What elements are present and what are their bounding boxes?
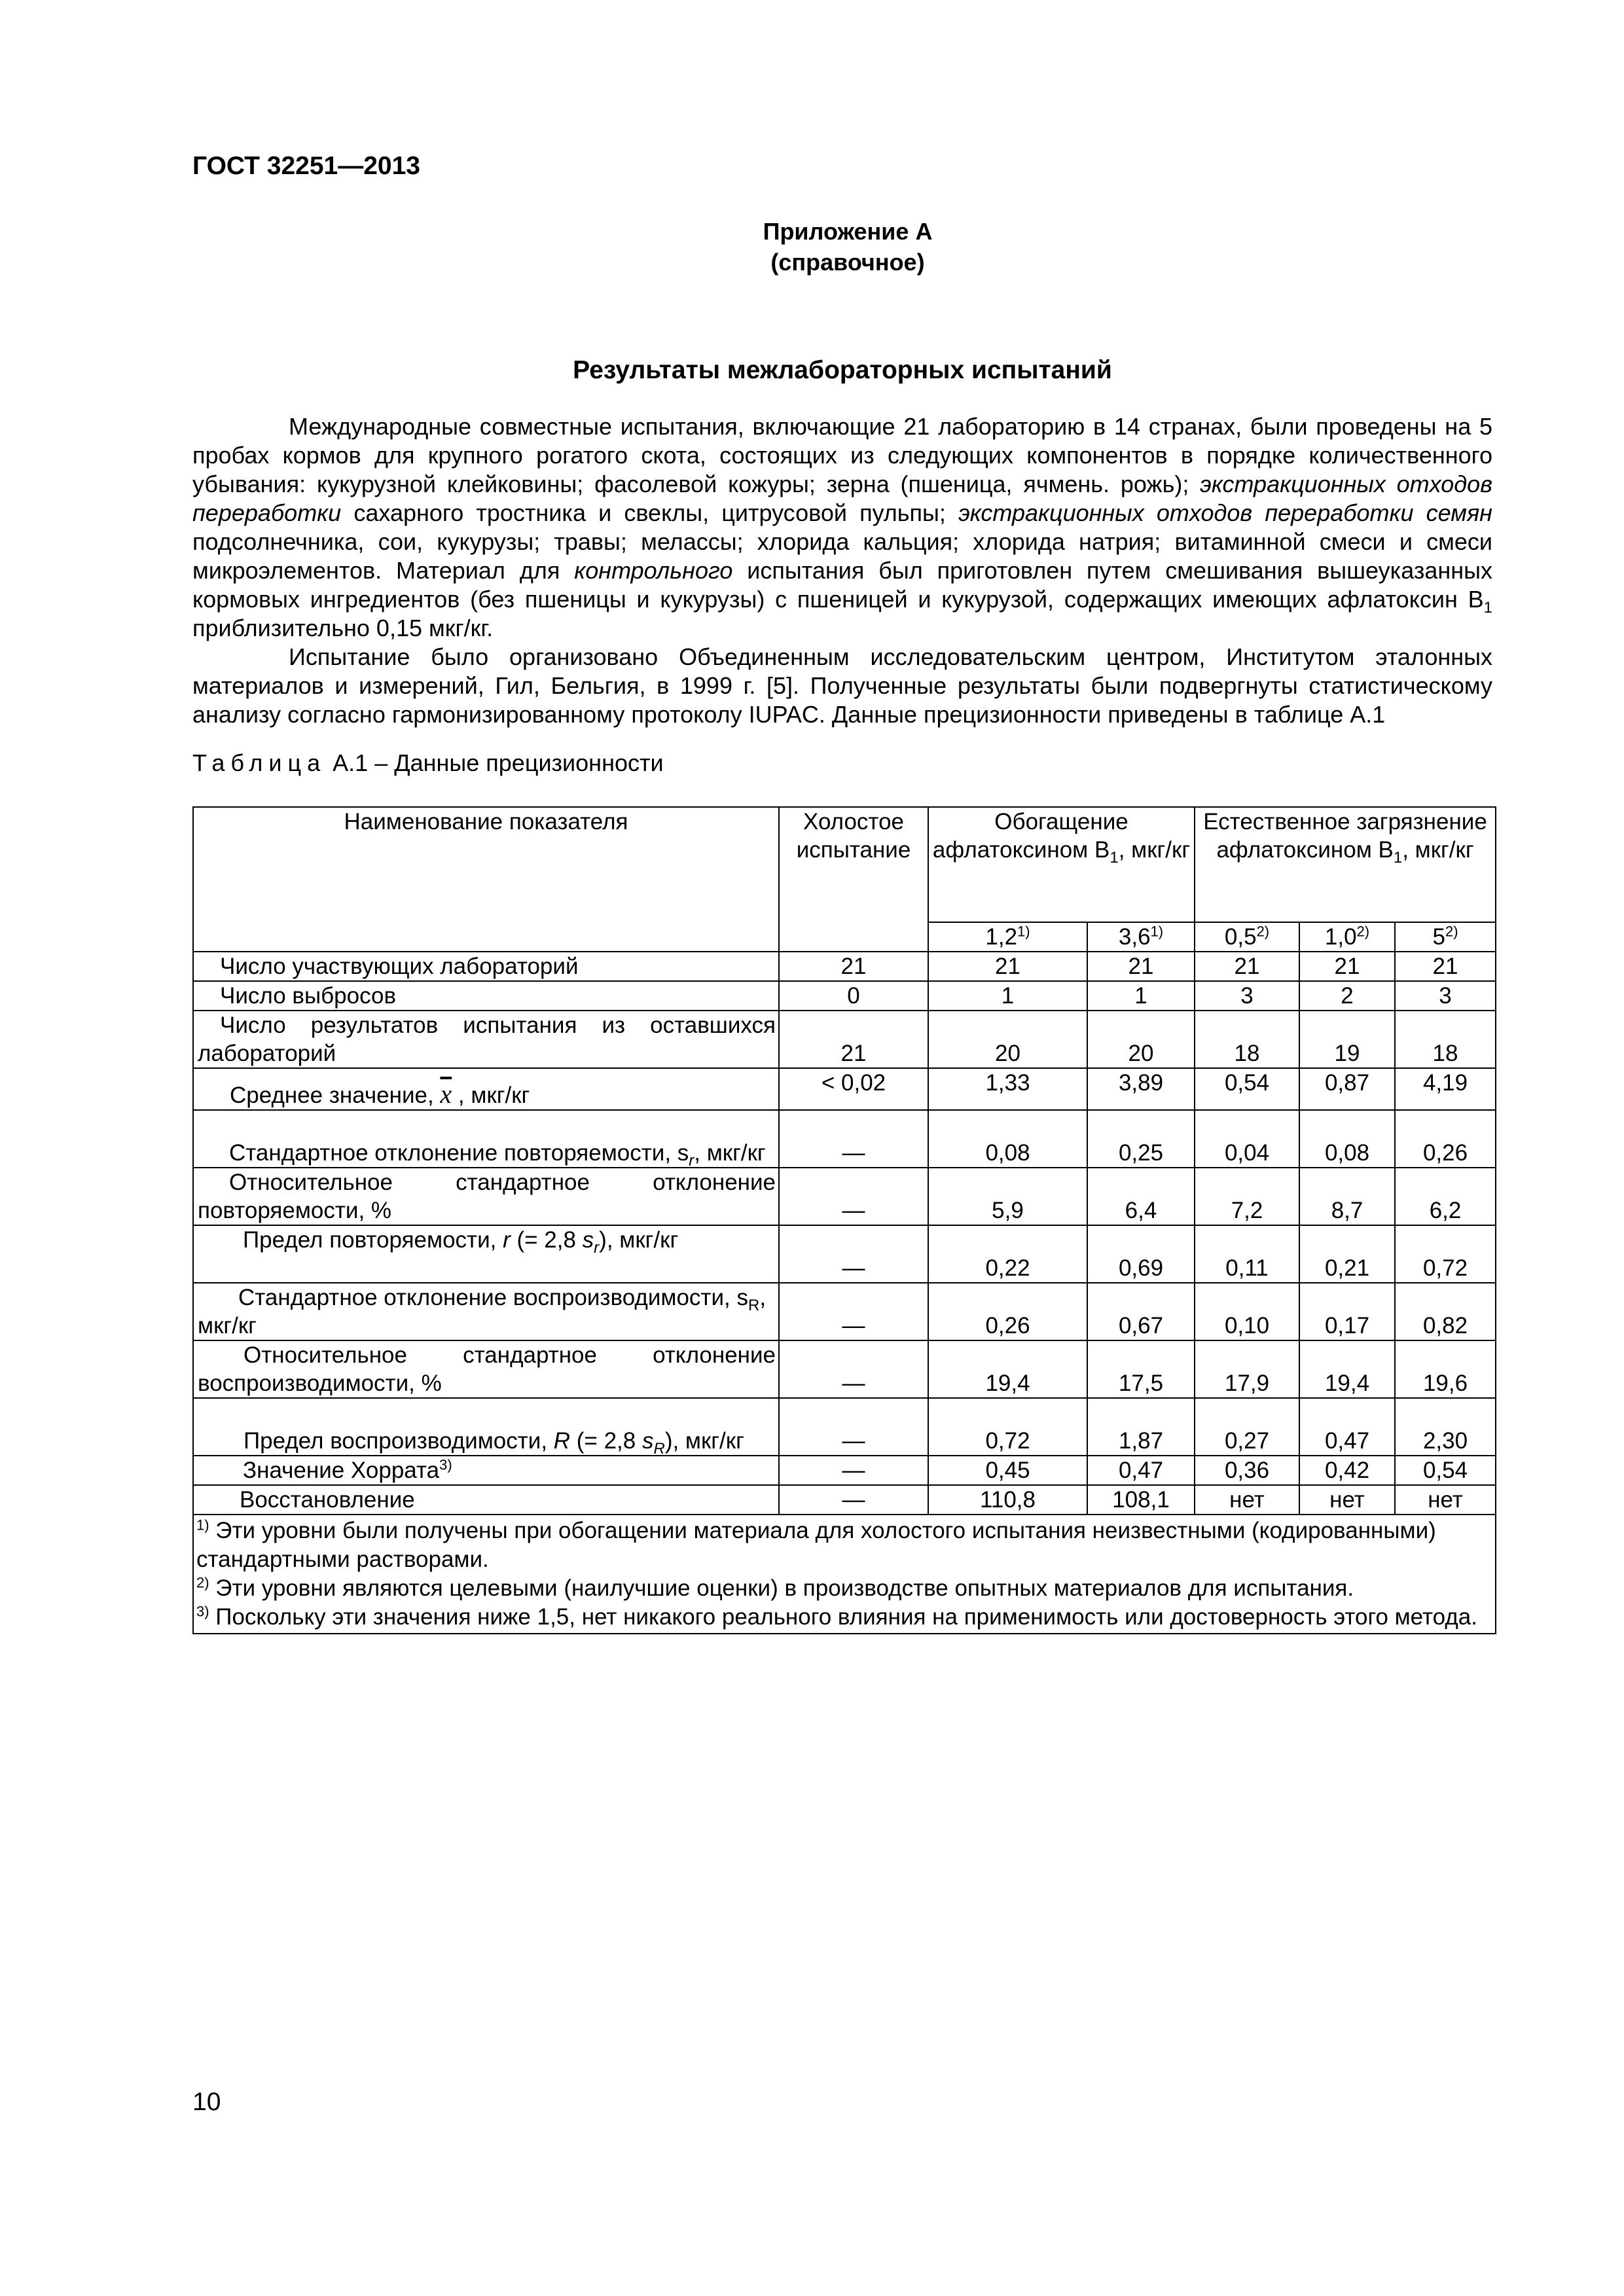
level-cell: 0,5$^{2)}$ [1195, 922, 1299, 952]
table-row: Стандартное отклонение воспроизводимости, $s_R$, мкг/кг — 0,26 0,67 0,10 0,17 0,82 [193, 1283, 1496, 1340]
table-row: Стандартное отклонение повторяемости, $s_r$, мкг/кг — 0,08 0,25 0,04 0,08 0,26 [193, 1110, 1496, 1168]
mean-symbol: $\overline{x}$ [440, 1079, 452, 1109]
table-row: Восстановление — 110,8 108,1 нет нет нет [193, 1485, 1496, 1515]
footnote: $^{1)}$ Эти уровни были получены при обогащении материала для холостого испытания неизвестными (кодированными) стандартными растворами. [196, 1516, 1436, 1572]
table-row: Число результатов испытания из оставшихся лабораторий 21 20 20 18 19 18 [193, 1011, 1496, 1068]
appendix-label: Приложение А [763, 218, 933, 245]
precision-table [192, 806, 1496, 1634]
header-natural: Естественное загрязнение афлатоксином $B_1$, мкг/кг [1195, 807, 1496, 922]
table-row: Относительное стандартное отклонение повторяемости, % — 5,9 6,4 7,2 8,7 6,2 [193, 1168, 1496, 1225]
level-cell: 5$^{2)}$ [1395, 922, 1496, 952]
table-header-row [193, 807, 1496, 922]
header-blank: Холостое испытание [779, 807, 928, 952]
header-spiked: Обогащение афлатоксином $B_1$, мкг/кг [928, 807, 1195, 922]
appendix-heading [655, 216, 1041, 278]
document-designation: ГОСТ 32251—2013 [192, 152, 420, 180]
table-footnotes [193, 1515, 1496, 1634]
footnote: $^{3)}$ Поскольку эти значения ниже 1,5, нет никакого реального влияния на применимость или достоверность этого метода. [196, 1603, 1477, 1630]
table-row: Предел воспроизводимости, R (= 2,8 $s_R$), мкг/кг — 0,72 1,87 0,27 0,47 2,30 [193, 1398, 1496, 1456]
page-number: 10 [192, 2088, 221, 2116]
level-cell: 1,2$^{1)}$ [928, 922, 1087, 952]
table-row: Значение Хоррата$^{3)}$ — 0,45 0,47 0,36 0,42 0,54 [193, 1456, 1496, 1485]
table-footnotes-row [193, 1515, 1496, 1634]
appendix-status: (справочное) [770, 249, 925, 276]
level-cell: 1,0$^{2)}$ [1299, 922, 1395, 952]
table-row: Предел повторяемости, r (= 2,8 $s_r$), мкг/кг — 0,22 0,69 0,11 0,21 0,72 [193, 1225, 1496, 1283]
paragraph-2: Испытание было организовано Объединенным исследовательским центром, Институтом эталонных материалов и измерений, Гил, Бельгия, в 1999 г. [5]. Полученные результаты были подвергнуты статистическому анализу согласно гармонизированному протоколу IUPAC. Данные прецизионности приведены в таблице А.1 [192, 643, 1492, 728]
header-indicator: Наименование показателя [193, 807, 779, 952]
table-row: Число участвующих лабораторий 21 21 21 21 21 21 [193, 952, 1496, 981]
footnote: $^{2)}$ Эти уровни являются целевыми (наилучшие оценки) в производстве опытных материалов для испытания. [196, 1574, 1354, 1601]
table-row: Число выбросов 0 1 1 3 2 3 [193, 981, 1496, 1011]
paragraph-1: Международные совместные испытания, включающие 21 лабораторию в 14 странах, были проведены на 5 пробах кормов для крупного рогатого скота, состоящих из следующих компонентов в порядке количественного убывания: кукурузной клейковины; фасолевой кожуры; зерна (пшеница, ячмень. рожь); экстракционных отходов переработки сахарного тростника и свеклы, цитрусовой пульпы; экстракционных отходов переработки семян подсолнечника, сои, кукурузы; травы; мелассы; хлорида кальция; хлорида натрия; витаминной смеси и смеси микроэлементов. Материал для контрольного испытания был приготовлен путем смешивания вышеуказанных кормовых ингредиентов (без пшеницы и кукурузы) с пшеницей и кукурузой, содержащих имеющих афлатоксин $B_1$ приблизительно 0,15 мкг/кг. [192, 413, 1493, 641]
level-cell: 3,6$^{1)}$ [1087, 922, 1195, 952]
table-row: Относительное стандартное отклонение воспроизводимости, % — 19,4 17,5 17,9 19,4 19,6 [193, 1340, 1496, 1398]
section-title: Результаты межлабораторных испытаний [573, 356, 1112, 384]
table-caption: Таблица А.1 – Данные прецизионности [192, 749, 664, 776]
table-row: Среднее значение, $\overline{x}$ , мкг/кг < 0,02 1,33 3,89 0,54 0,87 4,19 [193, 1068, 1496, 1110]
body-text [192, 412, 1492, 729]
